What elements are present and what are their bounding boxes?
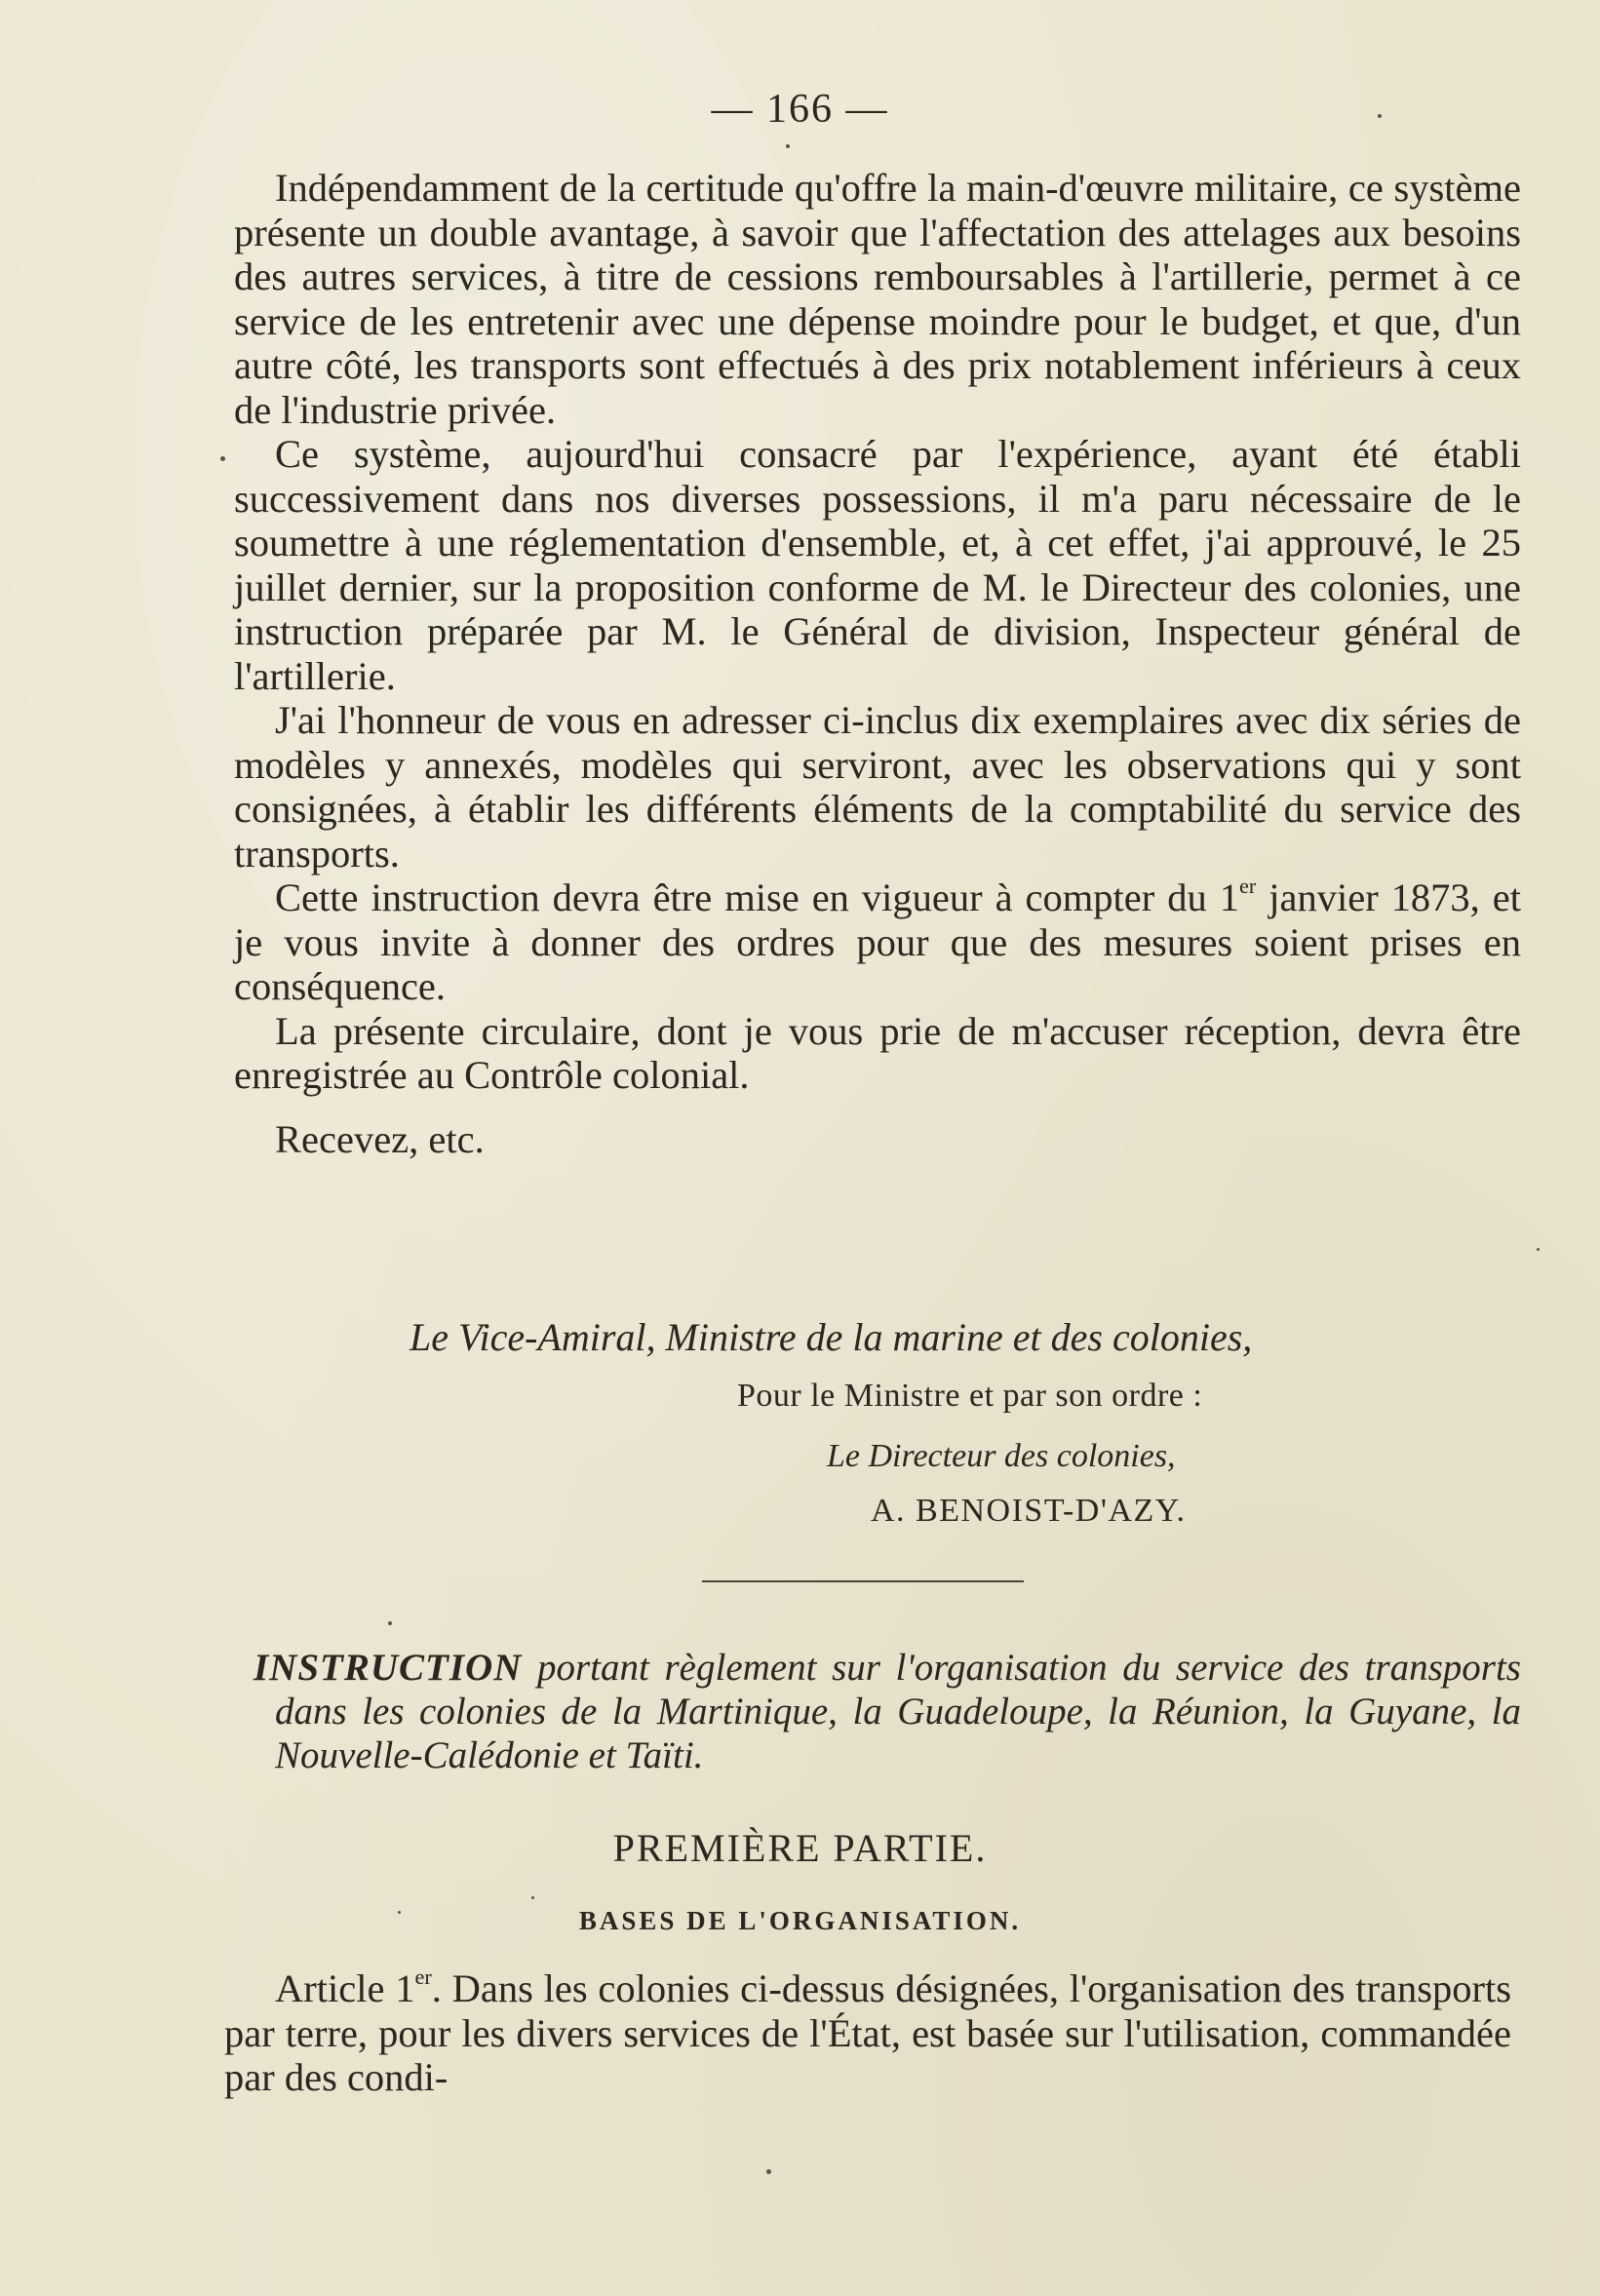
ink-speck [786,144,790,148]
ink-speck [398,1911,401,1914]
page-number: — 166 — [711,87,889,132]
article-text: . Dans les colonies ci-dessus désignées, l'organisation des transports par terre, pour les divers services de l'État, est basée sur l'utilisation, commandée par des condi- [224,1966,1511,2099]
paragraph-4 [234,876,1521,1009]
signature-minister: Le Vice-Amiral, Ministre de la marine et des colonies, [410,1315,1253,1359]
signature-director-title: Le Directeur des colonies, [827,1438,1176,1474]
paragraph-4-sup: er [1238,874,1257,899]
part-title: PREMIÈRE PARTIE. [612,1826,988,1870]
instruction-lead: INSTRUCTION [254,1647,523,1689]
section-divider [702,1580,1024,1582]
closing-formula: Recevez, etc. [275,1116,485,1161]
paragraph-2: Ce système, aujourd'hui consacré par l'expérience, ayant été établi successivement dans nos diverses possessions, il m'a paru nécessaire de le soumettre à une réglementation d'ensemble, et, à cet effet, j'ai approuvé, le 25 juillet dernier, sur la proposition conforme de M. le Directeur des colonies, une instruction préparée par M. le Général de division, Inspecteur général de l'artillerie. [234,432,1521,698]
instruction-rest: portant règlement sur l'organisation du service des transports dans les colonies de la Martinique, la Guadeloupe, la Réunion, la Guyane, la Nouvelle-Calédonie et Taïti. [275,1647,1521,1776]
paragraph-1: Indépendamment de la certitude qu'offre la main-d'œuvre militaire, ce système présente un double avantage, à savoir que l'affectation des attelages aux besoins des autres services, à titre de cessions remboursables à l'artillerie, permet à ce service de les entretenir avec une dépense moindre pour le budget, et que, d'un autre côté, les transports sont effectués à des prix notablement inférieurs à ceux de l'industrie privée. [234,166,1521,432]
signature-order: Pour le Ministre et par son ordre : [737,1378,1203,1414]
paragraph-4-before: Cette instruction devra être mise en vigueur à compter du [275,876,1220,919]
paragraph-3: J'ai l'honneur de vous en adresser ci-inclus dix exemplaires avec dix séries de modèles y annexés, modèles qui serviront, avec les observations qui y sont consignées, à établir les différents éléments de la comptabilité du service des transports. [234,698,1521,876]
signature-name: A. BENOIST-D'AZY. [871,1493,1187,1529]
article-1 [224,1966,1511,2100]
paragraph-4-after: janvier 1873, et je vous invite à donner des ordres pour que des mesures soient prises en conséquence. [234,876,1521,1008]
ink-speck [766,2169,771,2174]
section-title: BASES DE L'ORGANISATION. [578,1906,1022,1935]
article-label: Article 1 [275,1966,415,2010]
instruction-heading [234,1646,1521,1777]
ink-speck [220,456,225,461]
ink-speck [1378,114,1382,118]
ink-speck [1537,1248,1540,1251]
ink-speck [388,1621,392,1625]
ink-speck [531,1896,534,1899]
paragraph-4-num: 1 [1219,876,1239,919]
article-sup: er [414,1965,432,1990]
circular-body [234,166,1521,1161]
paragraph-5: La présente circulaire, dont je vous prie de m'accuser réception, devra être enregistrée au Contrôle colonial. [234,1008,1521,1097]
